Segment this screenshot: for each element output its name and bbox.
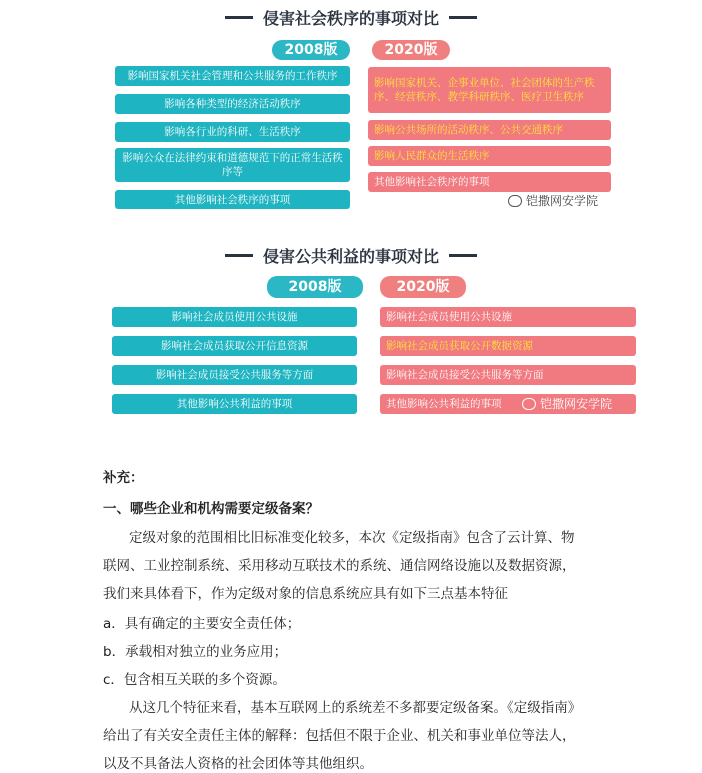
section2-2020-item: 其他影响公共利益的事项 <box>380 394 636 414</box>
section2-2020-label: 2020版 <box>380 276 466 298</box>
title-dash-left <box>225 16 253 19</box>
section2-2008-item: 其他影响公共利益的事项 <box>112 394 357 414</box>
paragraph-line: 定级对象的范围相比旧标准变化较多，本次《定级指南》包含了云计算、物 <box>129 530 575 546</box>
paragraph-line: 以及不具备法人资格的社会团体等其他组织。 <box>103 756 373 772</box>
section1-2020-item: 影响国家机关、企事业单位、社会团体的生产秩序、经营秩序、教学科研秩序、医疗卫生秩序 <box>368 67 611 113</box>
section1-2008-item: 影响各种类型的经济活动秩序 <box>115 94 350 114</box>
section2-title: 侵害公共利益的事项对比 <box>0 244 702 267</box>
section1-2008-label: 2008版 <box>272 40 350 60</box>
section1-2020-item: 影响公共场所的活动秩序、公共交通秩序 <box>368 120 611 140</box>
title-dash-left <box>225 254 253 257</box>
section2-2008-item: 影响社会成员使用公共设施 <box>112 307 357 327</box>
section2-2008-item: 影响社会成员接受公共服务等方面 <box>112 365 357 385</box>
list-item: b．承载相对独立的业务应用； <box>103 644 288 660</box>
section1-2008-item: 影响公众在法律约束和道德规范下的正常生活秩序等 <box>115 148 350 182</box>
section2-2020-item: 影响社会成员使用公共设施 <box>380 307 636 327</box>
title-dash-right <box>449 254 477 257</box>
watermark: 铠撒网安学院 <box>508 192 598 209</box>
section1-2020-item: 其他影响社会秩序的事项 <box>368 172 611 192</box>
watermark: 铠撒网安学院 <box>522 395 612 412</box>
section1-2020-item: 影响人民群众的生活秩序 <box>368 146 611 166</box>
section1-title: 侵害社会秩序的事项对比 <box>0 6 702 29</box>
wechat-logo-icon <box>508 195 522 207</box>
section-heading: 一、哪些企业和机构需要定级备案？ <box>103 501 319 517</box>
section1-2008-item: 其他影响社会秩序的事项 <box>115 190 350 209</box>
wechat-logo-icon <box>522 398 536 410</box>
list-item: a．具有确定的主要安全责任体； <box>103 616 301 632</box>
supplement-label: 补充： <box>103 470 144 486</box>
paragraph-line: 联网、工业控制系统、采用移动互联技术的系统、通信网络设施以及数据资源， <box>103 558 576 574</box>
section1-2008-item: 影响国家机关社会管理和公共服务的工作秩序 <box>115 66 350 86</box>
section2-2020-item: 影响社会成员获取公开数据资源 <box>380 336 636 356</box>
paragraph-line: 给出了有关安全责任主体的解释：包括但不限于企业、机关和事业单位等法人， <box>103 728 576 744</box>
paragraph-line: 我们来具体看下，作为定级对象的信息系统应具有如下三点基本特征 <box>103 586 508 602</box>
section2-2008-item: 影响社会成员获取公开信息资源 <box>112 336 357 356</box>
paragraph-line: 从这几个特征来看，基本互联网上的系统差不多都要定级备案。《定级指南》 <box>129 700 582 716</box>
list-item: c．包含相互关联的多个资源。 <box>103 672 286 688</box>
section2-2008-label: 2008版 <box>267 276 363 298</box>
section2-2020-item: 影响社会成员接受公共服务等方面 <box>380 365 636 385</box>
title-dash-right <box>449 16 477 19</box>
section1-2020-label: 2020版 <box>372 40 450 60</box>
section1-2008-item: 影响各行业的科研、生活秩序 <box>115 122 350 142</box>
